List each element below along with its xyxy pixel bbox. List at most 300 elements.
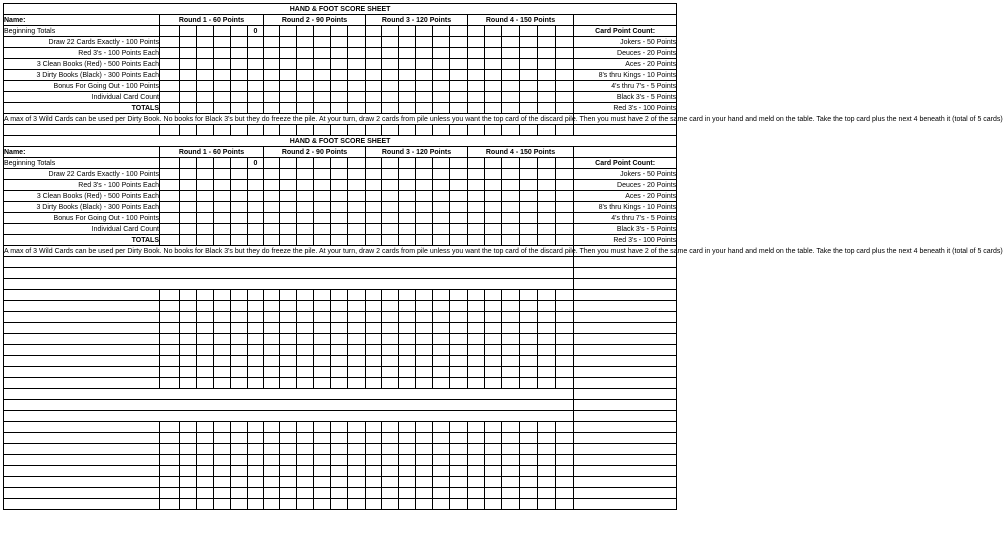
score-entry-cell[interactable]	[214, 59, 231, 70]
score-entry-cell[interactable]	[280, 191, 297, 202]
score-entry-cell[interactable]	[520, 92, 538, 103]
score-entry-cell[interactable]	[382, 378, 399, 389]
score-entry-cell[interactable]	[520, 158, 538, 169]
score-entry-cell[interactable]	[331, 37, 348, 48]
score-entry-cell[interactable]	[433, 59, 450, 70]
score-entry-cell[interactable]	[264, 125, 280, 136]
score-entry-cell[interactable]	[366, 235, 382, 246]
score-entry-cell[interactable]	[450, 444, 468, 455]
score-entry-cell[interactable]	[348, 312, 366, 323]
score-entry-cell[interactable]	[280, 224, 297, 235]
score-entry-cell[interactable]	[502, 455, 520, 466]
score-entry-cell[interactable]	[556, 59, 574, 70]
score-entry-cell[interactable]	[314, 213, 331, 224]
score-entry-cell[interactable]	[502, 158, 520, 169]
score-entry-cell[interactable]	[556, 180, 574, 191]
empty-label-cell[interactable]	[4, 455, 160, 466]
score-entry-cell[interactable]	[556, 213, 574, 224]
score-entry-cell[interactable]	[231, 301, 248, 312]
score-entry-cell[interactable]	[180, 433, 197, 444]
score-entry-cell[interactable]	[314, 103, 331, 114]
score-entry-cell[interactable]	[416, 301, 433, 312]
score-entry-cell[interactable]	[160, 367, 180, 378]
score-entry-cell[interactable]	[485, 312, 502, 323]
score-entry-cell[interactable]	[450, 334, 468, 345]
score-entry-cell[interactable]	[180, 378, 197, 389]
score-entry-cell[interactable]	[399, 323, 416, 334]
score-entry-cell[interactable]	[502, 213, 520, 224]
score-entry-cell[interactable]	[485, 301, 502, 312]
score-entry-cell[interactable]	[433, 444, 450, 455]
score-entry-cell[interactable]	[468, 235, 485, 246]
score-entry-cell[interactable]	[214, 367, 231, 378]
score-entry-cell[interactable]	[485, 499, 502, 510]
score-entry-cell[interactable]	[160, 433, 180, 444]
score-entry-cell[interactable]	[214, 224, 231, 235]
score-entry-cell[interactable]	[416, 422, 433, 433]
score-entry-cell[interactable]	[348, 235, 366, 246]
score-entry-cell[interactable]	[399, 433, 416, 444]
score-entry-cell[interactable]	[416, 92, 433, 103]
score-entry-cell[interactable]	[180, 334, 197, 345]
score-entry-cell[interactable]	[502, 334, 520, 345]
score-entry-cell[interactable]	[433, 26, 450, 37]
score-entry-cell[interactable]	[520, 455, 538, 466]
score-entry-cell[interactable]	[502, 323, 520, 334]
score-entry-cell[interactable]	[556, 202, 574, 213]
score-entry-cell[interactable]	[197, 378, 214, 389]
score-entry-cell[interactable]	[538, 158, 556, 169]
score-entry-cell[interactable]	[314, 26, 331, 37]
score-entry-cell[interactable]	[556, 169, 574, 180]
score-entry-cell[interactable]	[348, 422, 366, 433]
score-entry-cell[interactable]	[231, 125, 248, 136]
score-entry-cell[interactable]	[160, 224, 180, 235]
score-entry-cell[interactable]	[520, 169, 538, 180]
score-entry-cell[interactable]	[264, 235, 280, 246]
score-entry-cell[interactable]	[382, 81, 399, 92]
score-entry-cell[interactable]	[297, 92, 314, 103]
score-entry-cell[interactable]	[280, 202, 297, 213]
score-entry-cell[interactable]	[468, 477, 485, 488]
score-entry-cell[interactable]	[264, 466, 280, 477]
score-entry-cell[interactable]	[468, 334, 485, 345]
score-entry-cell[interactable]	[231, 499, 248, 510]
score-entry-cell[interactable]	[538, 378, 556, 389]
score-entry-cell[interactable]	[214, 70, 231, 81]
score-entry-cell[interactable]	[331, 81, 348, 92]
score-entry-cell[interactable]	[382, 224, 399, 235]
score-entry-cell[interactable]	[197, 224, 214, 235]
score-entry-cell[interactable]	[399, 158, 416, 169]
score-entry-cell[interactable]	[520, 70, 538, 81]
score-entry-cell[interactable]	[180, 301, 197, 312]
score-entry-cell[interactable]	[520, 37, 538, 48]
score-entry-cell[interactable]	[538, 81, 556, 92]
score-entry-cell[interactable]	[538, 477, 556, 488]
score-entry-cell[interactable]	[231, 158, 248, 169]
score-entry-cell[interactable]	[160, 422, 180, 433]
score-entry-cell[interactable]	[366, 301, 382, 312]
score-entry-cell[interactable]	[468, 180, 485, 191]
score-entry-cell[interactable]	[248, 312, 264, 323]
score-entry-cell[interactable]	[197, 103, 214, 114]
score-entry-cell[interactable]	[231, 213, 248, 224]
score-entry-cell[interactable]	[231, 92, 248, 103]
score-entry-cell[interactable]	[382, 213, 399, 224]
score-entry-cell[interactable]	[314, 81, 331, 92]
score-entry-cell[interactable]	[556, 323, 574, 334]
score-entry-cell[interactable]	[248, 92, 264, 103]
score-entry-cell[interactable]	[468, 191, 485, 202]
score-entry-cell[interactable]	[214, 378, 231, 389]
score-entry-cell[interactable]	[433, 158, 450, 169]
score-entry-cell[interactable]	[280, 92, 297, 103]
score-entry-cell[interactable]	[468, 37, 485, 48]
score-entry-cell[interactable]	[399, 103, 416, 114]
score-entry-cell[interactable]	[416, 466, 433, 477]
score-entry-cell[interactable]	[502, 125, 520, 136]
score-entry-cell[interactable]	[399, 48, 416, 59]
score-entry-cell[interactable]	[520, 290, 538, 301]
score-entry-cell[interactable]	[160, 477, 180, 488]
score-entry-cell[interactable]	[348, 466, 366, 477]
score-entry-cell[interactable]	[468, 158, 485, 169]
score-entry-cell[interactable]	[180, 356, 197, 367]
score-entry-cell[interactable]	[197, 312, 214, 323]
score-entry-cell[interactable]	[214, 125, 231, 136]
score-entry-cell[interactable]	[160, 301, 180, 312]
score-entry-cell[interactable]	[264, 367, 280, 378]
score-entry-cell[interactable]	[160, 180, 180, 191]
score-entry-cell[interactable]	[433, 323, 450, 334]
score-entry-cell[interactable]	[280, 312, 297, 323]
score-entry-cell[interactable]	[468, 488, 485, 499]
score-entry-cell[interactable]	[248, 334, 264, 345]
score-entry-cell[interactable]	[264, 312, 280, 323]
score-entry-cell[interactable]	[538, 37, 556, 48]
score-entry-cell[interactable]	[382, 334, 399, 345]
score-entry-cell[interactable]	[297, 103, 314, 114]
score-entry-cell[interactable]	[180, 466, 197, 477]
score-entry-cell[interactable]	[214, 499, 231, 510]
score-entry-cell[interactable]	[485, 422, 502, 433]
score-entry-cell[interactable]	[366, 455, 382, 466]
score-entry-cell[interactable]	[485, 37, 502, 48]
score-entry-cell[interactable]	[485, 70, 502, 81]
score-entry-cell[interactable]	[382, 191, 399, 202]
score-entry-cell[interactable]	[485, 444, 502, 455]
empty-wide-cell[interactable]	[4, 268, 574, 279]
score-entry-cell[interactable]	[264, 444, 280, 455]
score-entry-cell[interactable]	[314, 488, 331, 499]
score-entry-cell[interactable]	[485, 433, 502, 444]
score-entry-cell[interactable]	[416, 26, 433, 37]
score-entry-cell[interactable]	[248, 499, 264, 510]
score-entry-cell[interactable]	[214, 37, 231, 48]
score-entry-cell[interactable]	[416, 59, 433, 70]
empty-label-cell[interactable]	[4, 488, 160, 499]
score-entry-cell[interactable]	[382, 323, 399, 334]
score-entry-cell[interactable]	[520, 213, 538, 224]
score-entry-cell[interactable]	[264, 345, 280, 356]
score-entry-cell[interactable]	[416, 367, 433, 378]
score-entry-cell[interactable]	[331, 422, 348, 433]
score-entry-cell[interactable]	[214, 26, 231, 37]
score-entry-cell[interactable]	[556, 477, 574, 488]
score-entry-cell[interactable]	[502, 180, 520, 191]
score-entry-cell[interactable]	[231, 488, 248, 499]
score-entry-cell[interactable]	[382, 59, 399, 70]
score-entry-cell[interactable]	[231, 169, 248, 180]
score-entry-cell[interactable]	[197, 290, 214, 301]
score-entry-cell[interactable]	[348, 213, 366, 224]
score-entry-cell[interactable]	[450, 158, 468, 169]
score-entry-cell[interactable]	[264, 378, 280, 389]
score-entry-cell[interactable]	[348, 323, 366, 334]
score-entry-cell[interactable]	[366, 433, 382, 444]
score-entry-cell[interactable]	[180, 213, 197, 224]
empty-label-cell[interactable]	[4, 477, 160, 488]
score-entry-cell[interactable]	[520, 312, 538, 323]
score-entry-cell[interactable]	[348, 444, 366, 455]
score-entry-cell[interactable]	[264, 191, 280, 202]
score-entry-cell[interactable]	[314, 301, 331, 312]
score-entry-cell[interactable]	[197, 323, 214, 334]
score-entry-cell[interactable]	[280, 422, 297, 433]
score-entry-cell[interactable]	[348, 488, 366, 499]
score-entry-cell[interactable]	[348, 81, 366, 92]
score-entry-cell[interactable]	[382, 367, 399, 378]
score-entry-cell[interactable]	[280, 477, 297, 488]
score-entry-cell[interactable]	[160, 213, 180, 224]
score-entry-cell[interactable]	[485, 48, 502, 59]
score-entry-cell[interactable]	[314, 224, 331, 235]
score-entry-cell[interactable]	[314, 180, 331, 191]
score-entry-cell[interactable]	[416, 202, 433, 213]
score-entry-cell[interactable]	[331, 48, 348, 59]
score-entry-cell[interactable]	[382, 301, 399, 312]
score-entry-cell[interactable]	[160, 26, 180, 37]
score-entry-cell[interactable]	[348, 367, 366, 378]
score-entry-cell[interactable]	[248, 444, 264, 455]
score-entry-cell[interactable]	[264, 290, 280, 301]
score-entry-cell[interactable]	[264, 301, 280, 312]
empty-label-cell[interactable]	[4, 444, 160, 455]
score-entry-cell[interactable]	[502, 81, 520, 92]
score-entry-cell[interactable]	[180, 422, 197, 433]
score-entry-cell[interactable]	[264, 433, 280, 444]
score-entry-cell[interactable]	[399, 70, 416, 81]
score-entry-cell[interactable]	[248, 345, 264, 356]
score-entry-cell[interactable]	[214, 48, 231, 59]
empty-wide-cell[interactable]	[4, 257, 574, 268]
score-entry-cell[interactable]	[485, 477, 502, 488]
score-entry-cell[interactable]	[248, 466, 264, 477]
score-entry-cell[interactable]	[399, 345, 416, 356]
score-entry-cell[interactable]	[399, 356, 416, 367]
score-entry-cell[interactable]	[382, 202, 399, 213]
score-entry-cell[interactable]	[468, 378, 485, 389]
score-entry-cell[interactable]	[331, 345, 348, 356]
score-entry-cell[interactable]	[520, 466, 538, 477]
score-entry-cell[interactable]	[468, 70, 485, 81]
score-entry-cell[interactable]	[160, 37, 180, 48]
score-entry-cell[interactable]	[297, 323, 314, 334]
score-entry-cell[interactable]	[297, 301, 314, 312]
score-entry-cell[interactable]	[366, 180, 382, 191]
score-entry-cell[interactable]	[248, 191, 264, 202]
score-entry-cell[interactable]	[197, 81, 214, 92]
score-entry-cell[interactable]	[450, 455, 468, 466]
score-entry-cell[interactable]	[556, 455, 574, 466]
score-entry-cell[interactable]	[231, 444, 248, 455]
score-entry-cell[interactable]	[520, 301, 538, 312]
score-entry-cell[interactable]	[348, 290, 366, 301]
score-entry-cell[interactable]	[416, 312, 433, 323]
score-entry-cell[interactable]	[520, 477, 538, 488]
score-entry-cell[interactable]	[231, 356, 248, 367]
score-entry-cell[interactable]	[520, 499, 538, 510]
score-entry-cell[interactable]	[248, 323, 264, 334]
score-entry-cell[interactable]	[314, 202, 331, 213]
score-entry-cell[interactable]	[280, 48, 297, 59]
score-entry-cell[interactable]	[264, 70, 280, 81]
score-entry-cell[interactable]	[264, 499, 280, 510]
score-entry-cell[interactable]	[231, 422, 248, 433]
score-entry-cell[interactable]	[231, 48, 248, 59]
score-entry-cell[interactable]	[485, 125, 502, 136]
score-entry-cell[interactable]	[556, 235, 574, 246]
score-entry-cell[interactable]	[331, 455, 348, 466]
score-entry-cell[interactable]	[520, 323, 538, 334]
score-entry-cell[interactable]	[160, 202, 180, 213]
score-entry-cell[interactable]	[214, 103, 231, 114]
score-entry-cell[interactable]	[314, 323, 331, 334]
score-entry-cell[interactable]	[485, 213, 502, 224]
score-entry-cell[interactable]	[468, 202, 485, 213]
score-entry-cell[interactable]	[399, 378, 416, 389]
score-entry-cell[interactable]	[197, 488, 214, 499]
score-entry-cell[interactable]	[214, 422, 231, 433]
score-entry-cell[interactable]	[197, 499, 214, 510]
score-entry-cell[interactable]	[180, 191, 197, 202]
score-entry-cell[interactable]	[416, 191, 433, 202]
score-entry-cell[interactable]	[416, 433, 433, 444]
score-entry-cell[interactable]	[485, 26, 502, 37]
empty-label-cell[interactable]	[4, 433, 160, 444]
score-entry-cell[interactable]	[348, 224, 366, 235]
score-entry-cell[interactable]	[231, 312, 248, 323]
score-entry-cell[interactable]	[433, 48, 450, 59]
score-entry-cell[interactable]	[197, 455, 214, 466]
score-entry-cell[interactable]	[160, 290, 180, 301]
score-entry-cell[interactable]	[297, 213, 314, 224]
score-entry-cell[interactable]	[314, 477, 331, 488]
score-entry-cell[interactable]	[556, 367, 574, 378]
score-entry-cell[interactable]	[331, 367, 348, 378]
score-entry-cell[interactable]	[556, 37, 574, 48]
empty-label-cell[interactable]	[4, 301, 160, 312]
score-entry-cell[interactable]	[399, 169, 416, 180]
score-entry-cell[interactable]	[297, 59, 314, 70]
score-entry-cell[interactable]	[214, 213, 231, 224]
score-entry-cell[interactable]	[433, 235, 450, 246]
score-entry-cell[interactable]	[450, 180, 468, 191]
score-entry-cell[interactable]	[214, 455, 231, 466]
score-entry-cell[interactable]	[264, 158, 280, 169]
score-entry-cell[interactable]	[231, 466, 248, 477]
score-entry-cell[interactable]	[314, 433, 331, 444]
score-entry-cell[interactable]	[314, 169, 331, 180]
score-entry-cell[interactable]	[399, 455, 416, 466]
score-entry-cell[interactable]	[331, 191, 348, 202]
score-entry-cell[interactable]	[502, 59, 520, 70]
score-entry-cell[interactable]	[382, 356, 399, 367]
score-entry-cell[interactable]	[280, 367, 297, 378]
score-entry-cell[interactable]	[280, 301, 297, 312]
empty-label-cell[interactable]	[4, 290, 160, 301]
score-entry-cell[interactable]	[297, 70, 314, 81]
score-entry-cell[interactable]	[231, 323, 248, 334]
score-entry-cell[interactable]	[248, 103, 264, 114]
score-entry-cell[interactable]	[399, 466, 416, 477]
score-entry-cell[interactable]	[485, 323, 502, 334]
score-entry-cell[interactable]	[280, 81, 297, 92]
score-entry-cell[interactable]	[366, 466, 382, 477]
score-entry-cell[interactable]	[366, 59, 382, 70]
score-entry-cell[interactable]	[450, 169, 468, 180]
score-entry-cell[interactable]	[331, 169, 348, 180]
score-entry-cell[interactable]	[382, 158, 399, 169]
score-entry-cell[interactable]	[450, 466, 468, 477]
score-entry-cell[interactable]	[280, 37, 297, 48]
score-entry-cell[interactable]	[160, 334, 180, 345]
score-entry-cell[interactable]	[450, 202, 468, 213]
score-entry-cell[interactable]	[231, 290, 248, 301]
score-entry-cell[interactable]	[450, 488, 468, 499]
score-entry-cell[interactable]	[160, 312, 180, 323]
score-entry-cell[interactable]	[264, 103, 280, 114]
score-entry-cell[interactable]	[382, 477, 399, 488]
score-entry-cell[interactable]	[214, 444, 231, 455]
score-entry-cell[interactable]	[314, 334, 331, 345]
score-entry-cell[interactable]	[248, 367, 264, 378]
score-entry-cell[interactable]	[520, 191, 538, 202]
score-entry-cell[interactable]	[280, 26, 297, 37]
score-entry-cell[interactable]	[297, 499, 314, 510]
score-entry-cell[interactable]	[180, 499, 197, 510]
score-entry-cell[interactable]	[366, 191, 382, 202]
score-entry-cell[interactable]	[248, 59, 264, 70]
score-entry-cell[interactable]	[248, 290, 264, 301]
score-entry-cell[interactable]	[214, 180, 231, 191]
score-entry-cell[interactable]	[382, 312, 399, 323]
score-entry-cell[interactable]	[556, 356, 574, 367]
score-entry-cell[interactable]	[160, 125, 180, 136]
score-entry-cell[interactable]	[502, 433, 520, 444]
score-entry-cell[interactable]	[382, 235, 399, 246]
score-entry-cell[interactable]	[314, 125, 331, 136]
score-entry-cell[interactable]	[180, 202, 197, 213]
score-entry-cell[interactable]	[160, 169, 180, 180]
score-entry-cell[interactable]	[538, 290, 556, 301]
score-entry-cell[interactable]	[520, 334, 538, 345]
score-entry-cell[interactable]	[214, 169, 231, 180]
score-entry-cell[interactable]	[197, 191, 214, 202]
score-entry-cell[interactable]	[450, 92, 468, 103]
score-entry-cell[interactable]	[214, 356, 231, 367]
